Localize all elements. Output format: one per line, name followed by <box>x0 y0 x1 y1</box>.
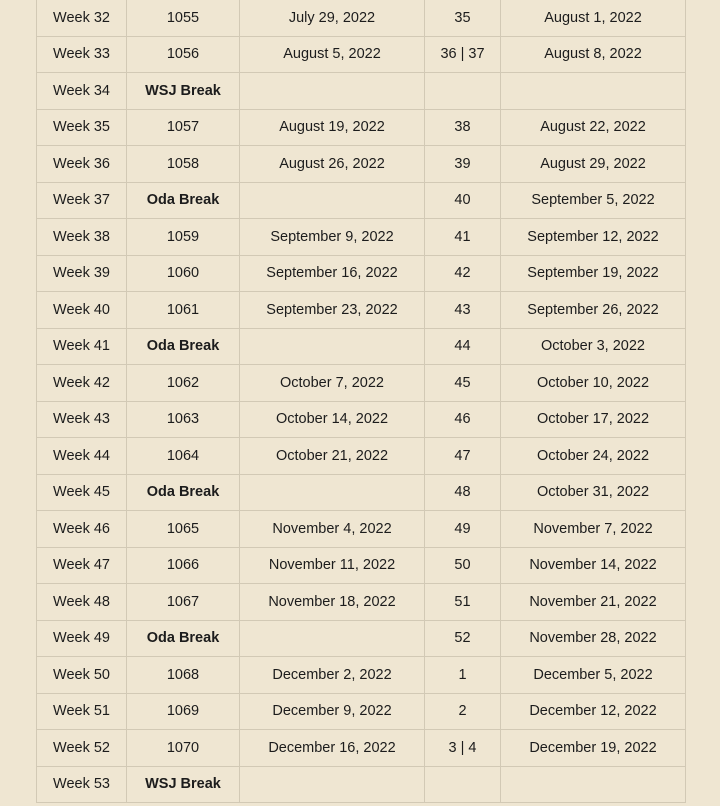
issue-date-cell: September 26, 2022 <box>501 292 686 329</box>
issue-date-cell: October 3, 2022 <box>501 328 686 365</box>
release-date-cell: September 16, 2022 <box>240 255 425 292</box>
issue-cell: 1 <box>425 657 501 694</box>
week-cell: Week 37 <box>37 182 127 219</box>
release-date-cell: November 11, 2022 <box>240 547 425 584</box>
release-schedule-table <box>36 0 686 803</box>
chapter-cell: Oda Break <box>127 620 240 657</box>
issue-cell: 36 | 37 <box>425 36 501 73</box>
issue-cell: 49 <box>425 511 501 548</box>
release-date-cell: July 29, 2022 <box>240 0 425 36</box>
issue-cell: 40 <box>425 182 501 219</box>
table-row <box>37 109 686 146</box>
issue-date-cell <box>501 73 686 110</box>
issue-date-cell: November 7, 2022 <box>501 511 686 548</box>
week-cell: Week 38 <box>37 219 127 256</box>
table-row <box>37 620 686 657</box>
release-date-cell <box>240 73 425 110</box>
week-cell: Week 35 <box>37 109 127 146</box>
table-row <box>37 73 686 110</box>
chapter-cell: 1063 <box>127 401 240 438</box>
week-cell: Week 46 <box>37 511 127 548</box>
issue-cell: 35 <box>425 0 501 36</box>
release-date-cell <box>240 182 425 219</box>
table-row <box>37 36 686 73</box>
issue-cell: 41 <box>425 219 501 256</box>
release-date-cell <box>240 328 425 365</box>
week-cell: Week 39 <box>37 255 127 292</box>
issue-date-cell <box>501 766 686 803</box>
issue-cell: 38 <box>425 109 501 146</box>
table-row <box>37 146 686 183</box>
issue-cell: 48 <box>425 474 501 511</box>
issue-date-cell: August 8, 2022 <box>501 36 686 73</box>
release-date-cell: August 26, 2022 <box>240 146 425 183</box>
release-date-cell: December 16, 2022 <box>240 730 425 767</box>
chapter-cell: Oda Break <box>127 328 240 365</box>
table-row <box>37 365 686 402</box>
issue-date-cell: November 28, 2022 <box>501 620 686 657</box>
week-cell: Week 41 <box>37 328 127 365</box>
table-row <box>37 438 686 475</box>
issue-date-cell: December 12, 2022 <box>501 693 686 730</box>
release-date-cell: October 14, 2022 <box>240 401 425 438</box>
chapter-cell: 1068 <box>127 657 240 694</box>
release-date-cell <box>240 620 425 657</box>
week-cell: Week 34 <box>37 73 127 110</box>
chapter-cell: Oda Break <box>127 474 240 511</box>
issue-cell: 50 <box>425 547 501 584</box>
chapter-cell: 1069 <box>127 693 240 730</box>
table-row <box>37 292 686 329</box>
chapter-cell: 1066 <box>127 547 240 584</box>
week-cell: Week 32 <box>37 0 127 36</box>
chapter-cell: 1059 <box>127 219 240 256</box>
issue-date-cell: August 29, 2022 <box>501 146 686 183</box>
chapter-cell: 1056 <box>127 36 240 73</box>
issue-date-cell: October 10, 2022 <box>501 365 686 402</box>
table-row <box>37 328 686 365</box>
issue-date-cell: August 1, 2022 <box>501 0 686 36</box>
chapter-cell: WSJ Break <box>127 766 240 803</box>
week-cell: Week 36 <box>37 146 127 183</box>
week-cell: Week 33 <box>37 36 127 73</box>
release-date-cell: September 9, 2022 <box>240 219 425 256</box>
issue-date-cell: November 14, 2022 <box>501 547 686 584</box>
chapter-cell: WSJ Break <box>127 73 240 110</box>
chapter-cell: Oda Break <box>127 182 240 219</box>
week-cell: Week 52 <box>37 730 127 767</box>
week-cell: Week 45 <box>37 474 127 511</box>
table-row <box>37 255 686 292</box>
table-row <box>37 730 686 767</box>
issue-date-cell: September 19, 2022 <box>501 255 686 292</box>
issue-cell: 39 <box>425 146 501 183</box>
issue-date-cell: December 5, 2022 <box>501 657 686 694</box>
chapter-cell: 1070 <box>127 730 240 767</box>
week-cell: Week 47 <box>37 547 127 584</box>
release-date-cell: December 2, 2022 <box>240 657 425 694</box>
issue-cell: 52 <box>425 620 501 657</box>
table-row <box>37 766 686 803</box>
issue-date-cell: September 12, 2022 <box>501 219 686 256</box>
chapter-cell: 1055 <box>127 0 240 36</box>
week-cell: Week 53 <box>37 766 127 803</box>
chapter-cell: 1062 <box>127 365 240 402</box>
chapter-cell: 1061 <box>127 292 240 329</box>
week-cell: Week 40 <box>37 292 127 329</box>
release-date-cell: September 23, 2022 <box>240 292 425 329</box>
release-date-cell: November 18, 2022 <box>240 584 425 621</box>
issue-date-cell: October 24, 2022 <box>501 438 686 475</box>
issue-date-cell: October 17, 2022 <box>501 401 686 438</box>
release-date-cell: October 7, 2022 <box>240 365 425 402</box>
chapter-cell: 1058 <box>127 146 240 183</box>
issue-cell: 45 <box>425 365 501 402</box>
issue-cell: 3 | 4 <box>425 730 501 767</box>
table-row <box>37 474 686 511</box>
issue-date-cell: August 22, 2022 <box>501 109 686 146</box>
chapter-cell: 1064 <box>127 438 240 475</box>
week-cell: Week 44 <box>37 438 127 475</box>
issue-date-cell: November 21, 2022 <box>501 584 686 621</box>
table-row <box>37 547 686 584</box>
table-row <box>37 0 686 36</box>
week-cell: Week 42 <box>37 365 127 402</box>
table-row <box>37 693 686 730</box>
release-date-cell: October 21, 2022 <box>240 438 425 475</box>
release-date-cell <box>240 766 425 803</box>
table-row <box>37 219 686 256</box>
schedule-table-body <box>37 0 686 803</box>
issue-cell: 42 <box>425 255 501 292</box>
issue-date-cell: October 31, 2022 <box>501 474 686 511</box>
release-date-cell <box>240 474 425 511</box>
issue-cell: 51 <box>425 584 501 621</box>
week-cell: Week 48 <box>37 584 127 621</box>
week-cell: Week 51 <box>37 693 127 730</box>
table-row <box>37 182 686 219</box>
week-cell: Week 50 <box>37 657 127 694</box>
week-cell: Week 49 <box>37 620 127 657</box>
issue-cell <box>425 766 501 803</box>
issue-cell: 2 <box>425 693 501 730</box>
issue-cell: 46 <box>425 401 501 438</box>
release-date-cell: December 9, 2022 <box>240 693 425 730</box>
table-row <box>37 584 686 621</box>
table-row <box>37 657 686 694</box>
table-row <box>37 511 686 548</box>
issue-cell: 43 <box>425 292 501 329</box>
release-date-cell: August 5, 2022 <box>240 36 425 73</box>
issue-date-cell: September 5, 2022 <box>501 182 686 219</box>
chapter-cell: 1060 <box>127 255 240 292</box>
release-date-cell: November 4, 2022 <box>240 511 425 548</box>
issue-cell: 44 <box>425 328 501 365</box>
chapter-cell: 1067 <box>127 584 240 621</box>
release-date-cell: August 19, 2022 <box>240 109 425 146</box>
issue-date-cell: December 19, 2022 <box>501 730 686 767</box>
issue-cell: 47 <box>425 438 501 475</box>
chapter-cell: 1065 <box>127 511 240 548</box>
issue-cell <box>425 73 501 110</box>
chapter-cell: 1057 <box>127 109 240 146</box>
table-row <box>37 401 686 438</box>
week-cell: Week 43 <box>37 401 127 438</box>
